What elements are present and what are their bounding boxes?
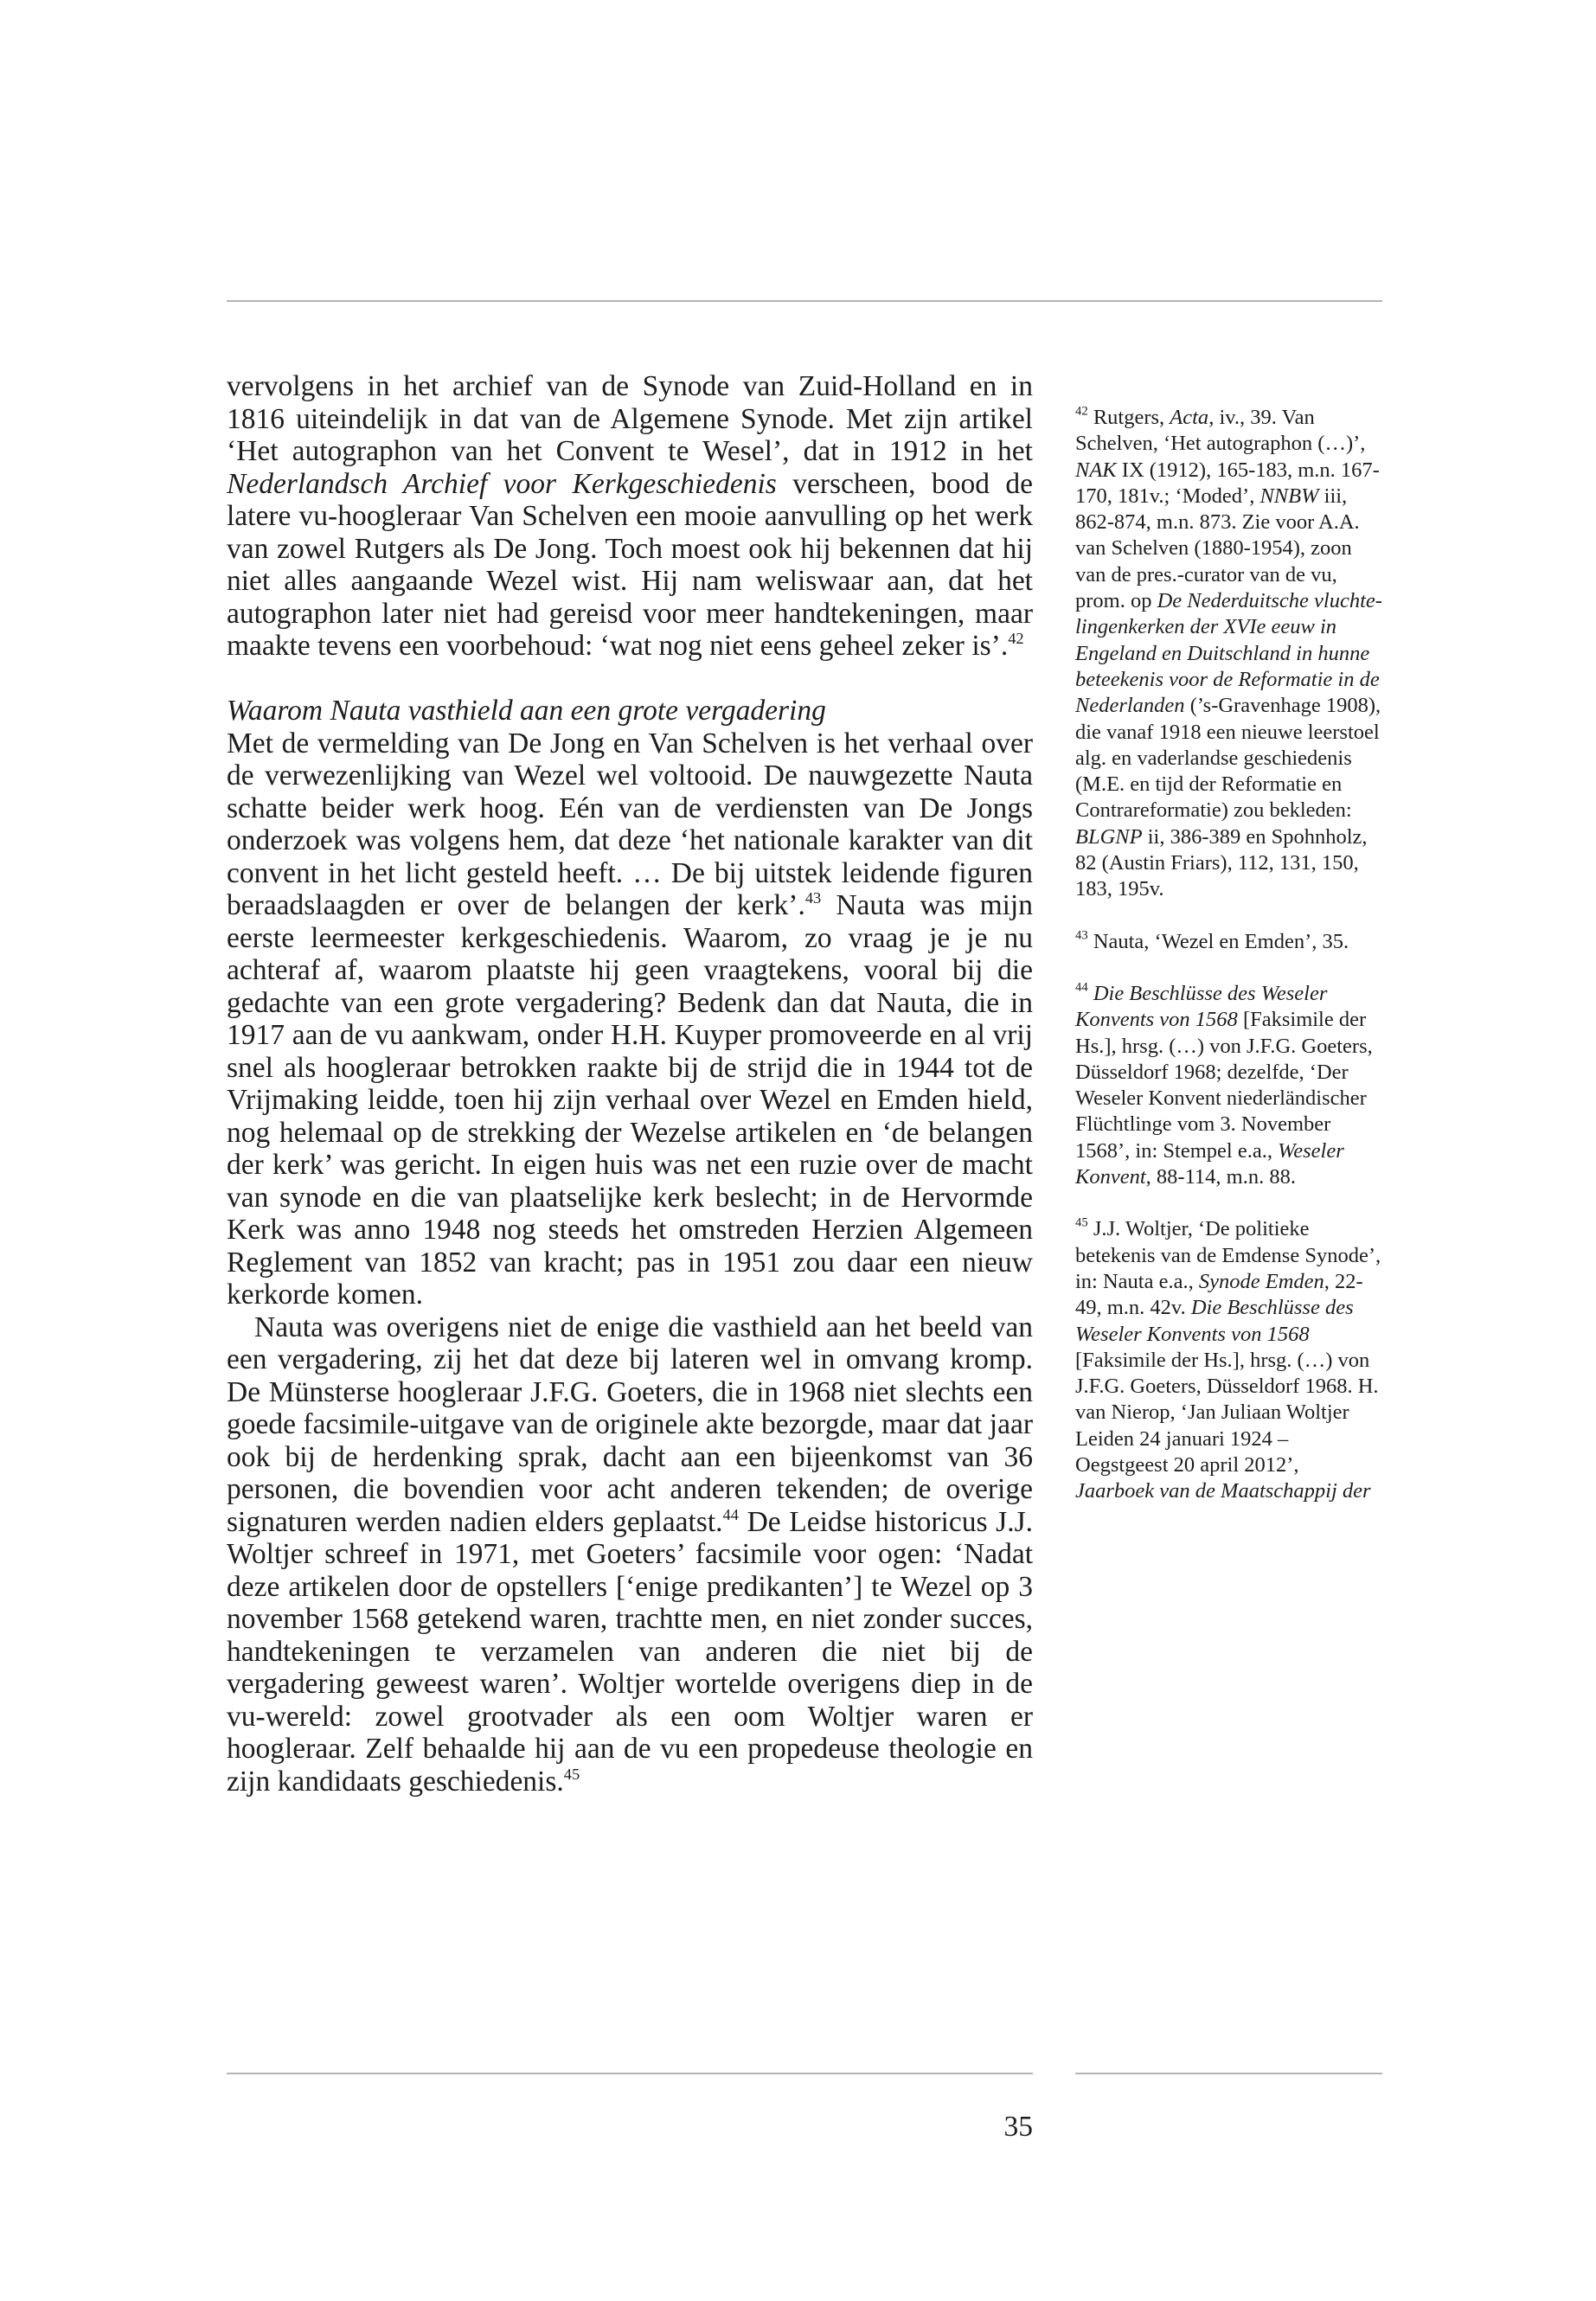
top-rule <box>227 300 1382 302</box>
footnote-italic: Die Beschlüsse des Weseler Konvents von 1568 <box>1075 1296 1354 1346</box>
footnote-number: 43 <box>1075 928 1088 943</box>
footnote-ref-42[interactable]: 42 <box>1008 630 1024 648</box>
footnote-text: ii, 386-389 en Spohnholz, 82 (Austin Friars), 112, 131, 150, 183, 195v. <box>1075 824 1368 901</box>
footnote-number: 42 <box>1075 404 1088 419</box>
footnote-italic: Synode Emden <box>1198 1269 1324 1293</box>
footnote-42 <box>1075 405 1382 903</box>
journal-title: Nederlandsch Archief voor Kerkgeschiedenis <box>227 467 777 500</box>
footnote-italic: Weseler Konvent <box>1075 1138 1344 1189</box>
paragraph-3-rest: De Leidse historicus J.J. Woltjer schreef in 1971, met Goeters’ facsimile voor ogen: ‘Nadat deze artikelen door de opstellers [‘enige predikanten’] te Wezel op 3 november 1568 getekend waren, trachtte men, en niet zonder succes, handtekeningen te verzamelen van anderen die niet bij de vergadering geweest waren’. Woltjer wortelde overigens diep in de vu-wereld: zowel grootvader als een oom Woltjer waren er hoogleraar. Zelf behaalde hij aan de vu een propedeuse theologie en zijn kandidaats geschiedenis. <box>227 1505 1033 1798</box>
footnote-text: , 22-49, m.n. 42v. <box>1075 1269 1363 1320</box>
paragraph-2-rest: Nauta was mijn eerste leermeester kerkgeschiedenis. Waarom, zo vraag je je nu achteraf af, waarom plaatste hij geen vraagtekens, vooral bij die gedachte van een grote vergadering? Bedenk dan dat Nauta, die in 1917 aan de vu aankwam, onder H.H. Kuyper promoveerde en al vrij snel als hoogleraar betrokken raakte bij de strijd die in 1944 tot de Vrijmaking leidde, toen hij zijn verhaal over Wezel en Emden hield, nog helemaal op de strekking der Wezelse artikelen en ‘de belangen der kerk’ was gericht. In eigen huis was net een ruzie over de macht van synode en die van plaatselijke kerk beslecht; in de Hervormde Kerk was anno 1948 nog steeds het omstreden Herzien Algemeen Reglement van 1852 van kracht; pas in 1951 zou daar een nieuw kerkorde komen. <box>227 889 1033 1311</box>
footnote-text: J.J. Woltjer, ‘De politieke betekenis van de Emdense Synode’, in: Nauta e.a., <box>1075 1217 1381 1293</box>
footnote-italic: Jaarboek van de Maatschappij der <box>1075 1479 1371 1503</box>
footnote-italic: Die Beschlüsse des Weseler Konvents von 1568 <box>1075 981 1328 1032</box>
footnote-44 <box>1075 981 1382 1190</box>
footnote-text: , iv., 39. Van Schelven, ‘Het autographon (…)’, <box>1075 406 1366 456</box>
bottom-rule-notes <box>1075 2073 1382 2074</box>
paragraph-1-text: vervolgens in het archief van de Synode van Zuid-Holland en in 1816 uiteindelijk in dat van de Algemene Synode. Met zijn artikel ‘Het autographon van het Convent te Wesel’, dat in 1912 in het <box>227 370 1033 467</box>
footnote-text: Rutgers, <box>1087 406 1170 429</box>
footnote-text: [Faksimile der Hs.], hrsg. (…) von J.F.G. Goeters, Düsseldorf 1968; dezelfde, ‘Der Weseler Konvent niederländischer Flüchtlinge vom 3. November 1568’, in: Stempel e.a., <box>1075 1008 1373 1163</box>
paragraph-2-text: Met de vermelding van De Jong en Van Schelven is het verhaal over de verwezenlijking van Wezel wel voltooid. De nauwgezette Nauta schatte beider werk hoog. Eén van de verdiensten van De Jongs onderzoek was volgens hem, dat deze ‘het nationale karakter van dit convent in het licht gesteld heeft. … De bij uitstek leidende figuren beraadslaagden er over de belangen der kerk’. <box>227 727 1033 921</box>
section-heading: Waarom Nauta vasthield aan een grote vergadering <box>227 695 826 727</box>
bottom-rule-main <box>227 2073 1033 2074</box>
footnote-43 <box>1075 929 1382 955</box>
footnote-text: iii, 862-874, m.n. 873. Zie voor A.A. van Schelven (1880-1954), zoon van de pres.-curator van de vu, prom. op <box>1075 484 1360 613</box>
footnote-number: 45 <box>1075 1216 1088 1231</box>
footnote-ref-43[interactable]: 43 <box>804 889 822 907</box>
paragraph-1-rest: verscheen, bood de latere vu-hoogleraar Van Schelven een mooie aanvulling op het werk van zowel Rutgers als De Jong. Toch moest ook hij bekennen dat hij niet alles aangaande Wezel wist. Hij nam weliswaar aan, dat het autographon later niet had gereisd voor meer handtekeningen, maar maakte tevens een voorbehoud: ‘wat nog niet eens geheel zeker is’. <box>227 467 1033 662</box>
footnote-text: IX (1912), 165-183, m.n. 167-170, 181v.; ‘Moded’, <box>1075 458 1380 508</box>
footnote-45 <box>1075 1216 1382 1504</box>
footnote-text: , 88-114, m.n. 88. <box>1145 1165 1296 1189</box>
paragraph-3-text: Nauta was overigens niet de enige die vasthield aan het beeld van een vergadering, zij het dat deze bij lateren wel in omvang kromp. De Münsterse hoogleraar J.F.G. Goeters, die in 1968 niet slechts een goede facsimile-uitgave van de originele akte bezorgde, maar dat jaar ook bij de herdenking sprak, dacht aan een bijeenkomst van 36 personen, die bovendien voor acht anderen tekenden; de overige signaturen werden nadien elders geplaatst. <box>227 1311 1033 1538</box>
paragraph-2 <box>227 727 1033 1311</box>
footnote-text: [Faksimile der Hs.], hrsg. (…) von J.F.G. Goeters, Düsseldorf 1968. H. van Nierop, ‘Jan Juliaan Woltjer Leiden 24 januari 1924 – Oegstgeest 20 april 2012’, <box>1075 1348 1379 1477</box>
footnote-italic: BLGNP <box>1075 824 1143 849</box>
footnote-italic: De Nederduitsche vluchtelingenkerken der XVIe eeuw in Engeland en Duitschland in hunne beteekenis voor de Reformatie in de Nederlanden <box>1075 589 1382 718</box>
footnote-italic: Acta <box>1170 406 1209 429</box>
footnote-ref-44[interactable]: 44 <box>722 1505 739 1523</box>
footnote-ref-45[interactable]: 45 <box>563 1765 580 1783</box>
footnote-italic: NAK <box>1075 458 1117 482</box>
page-number: 35 <box>1003 2111 1033 2143</box>
main-text-column <box>227 370 1033 1798</box>
footnote-text: Nauta, ‘Wezel en Emden’, 35. <box>1087 929 1349 953</box>
footnote-text: (’s-Gravenhage 1908), die vanaf 1918 een nieuwe leerstoel alg. en vaderlandse geschiedenis (M.E. en tijd der Reformatie en Contrareformatie) zou bekleden: <box>1075 694 1381 823</box>
footnote-italic: NNBW <box>1259 484 1319 508</box>
paragraph-3 <box>227 1311 1033 1798</box>
footnote-number: 44 <box>1075 980 1088 995</box>
footnotes-column <box>1075 405 1382 1531</box>
paragraph-1 <box>227 370 1033 663</box>
